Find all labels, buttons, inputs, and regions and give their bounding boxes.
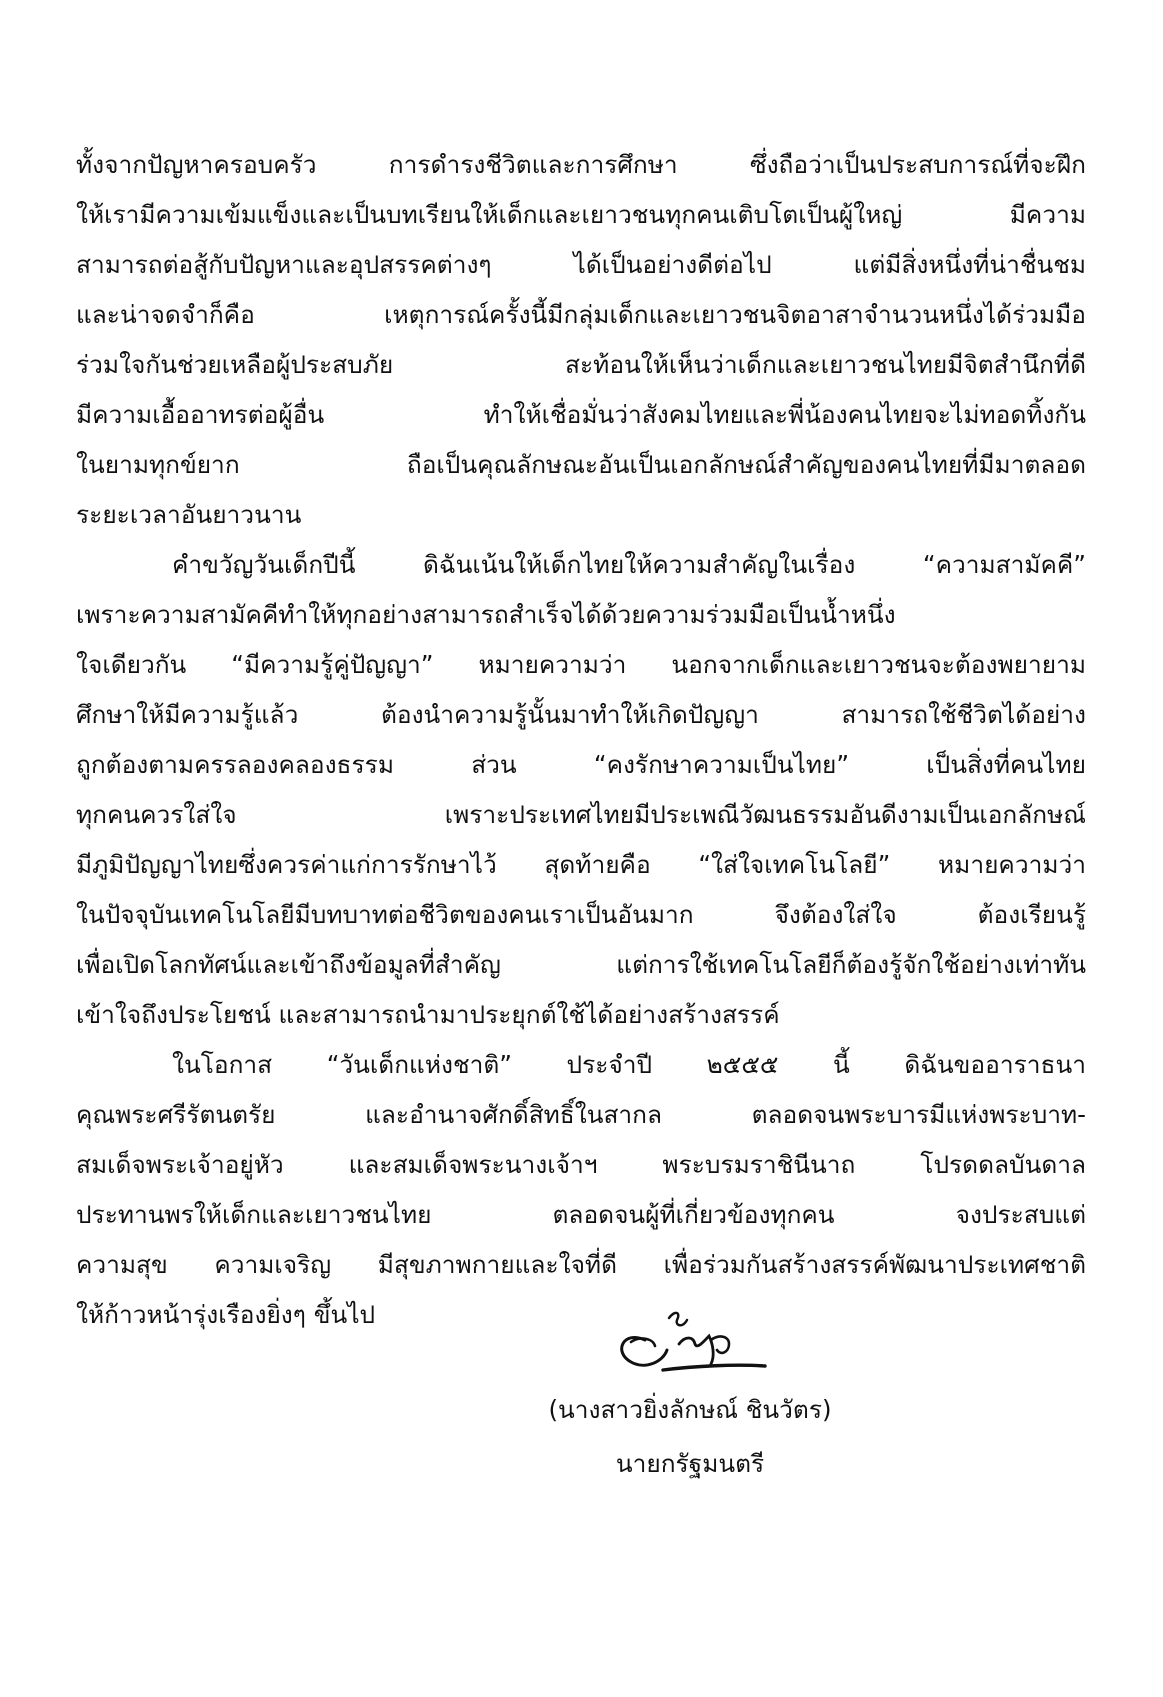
paragraph-2-line: ศึกษาให้มีความรู้แล้ว ต้องนำความรู้นั้นมาทำให้เกิดปัญญา สามารถใช้ชีวิตได้อย่าง [76,700,1086,729]
paragraph-2-line: ในปัจจุบันเทคโนโลยีมีบทบาทต่อชีวิตของคนเราเป็นอันมาก จึงต้องใส่ใจ ต้องเรียนรู้ [76,900,1086,929]
paragraph-2-line: เข้าใจถึงประโยชน์ และสามารถนำมาประยุกต์ใช้ได้อย่างสร้างสรรค์ [76,1000,780,1029]
paragraph-3-line: ความสุข ความเจริญ มีสุขภาพกายและใจที่ดี เพื่อร่วมกันสร้างสรรค์พัฒนาประเทศชาติ [76,1250,1086,1279]
paragraph-3-line: ประทานพรให้เด็กและเยาวชนไทย ตลอดจนผู้ที่เกี่ยวข้องทุกคน จงประสบแต่ [76,1200,1086,1229]
signatory-name: (นางสาวยิ่งลักษณ์ ชินวัตร) [548,1395,832,1424]
paragraph-3-line: ในโอกาส “วันเด็กแห่งชาติ” ประจำปี ๒๕๕๕ นี้ ดิฉันขออาราธนา [172,1050,1086,1079]
paragraph-1-line: ร่วมใจกันช่วยเหลือผู้ประสบภัย สะท้อนให้เห็นว่าเด็กและเยาวชนไทยมีจิตสำนึกที่ดี [76,350,1086,379]
paragraph-1-line: ระยะเวลาอันยาวนาน [76,500,302,529]
paragraph-3-line: ให้ก้าวหน้ารุ่งเรืองยิ่งๆ ขึ้นไป [76,1300,376,1329]
handwritten-signature [605,1300,770,1385]
paragraph-2-line: ใจเดียวกัน “มีความรู้คู่ปัญญา” หมายความว่า นอกจากเด็กและเยาวชนจะต้องพยายาม [76,650,1086,679]
paragraph-2-line: คำขวัญวันเด็กปีนี้ ดิฉันเน้นให้เด็กไทยให้ความสำคัญในเรื่อง “ความสามัคคี” [172,550,1086,579]
paragraph-3-line: สมเด็จพระเจ้าอยู่หัว และสมเด็จพระนางเจ้าฯ พระบรมราชินีนาถ โปรดดลบันดาล [76,1150,1086,1179]
paragraph-2-line: เพื่อเปิดโลกทัศน์และเข้าถึงข้อมูลที่สำคัญ แต่การใช้เทคโนโลยีก็ต้องรู้จักใช้อย่างเท่าทัน [76,950,1086,979]
paragraph-3-line: คุณพระศรีรัตนตรัย และอำนาจศักดิ์สิทธิ์ในสากล ตลอดจนพระบารมีแห่งพระบาท- [76,1100,1086,1129]
letter-body [76,140,1086,1340]
paragraph-2-line: ทุกคนควรใส่ใจ เพราะประเทศไทยมีประเพณีวัฒนธรรมอันดีงามเป็นเอกลักษณ์ [76,800,1086,829]
paragraph-2-line: เพราะความสามัคคีทำให้ทุกอย่างสามารถสำเร็จได้ด้วยความร่วมมือเป็นน้ำหนึ่ง [76,600,896,629]
signatory-title: นายกรัฐมนตรี [615,1449,765,1478]
paragraph-1-line: ในยามทุกข์ยาก ถือเป็นคุณลักษณะอันเป็นเอกลักษณ์สำคัญของคนไทยที่มีมาตลอด [76,450,1086,479]
paragraph-1-line: สามารถต่อสู้กับปัญหาและอุปสรรคต่างๆ ได้เป็นอย่างดีต่อไป แต่มีสิ่งหนึ่งที่น่าชื่นชม [76,250,1086,279]
paragraph-2-line: มีภูมิปัญญาไทยซึ่งควรค่าแก่การรักษาไว้ สุดท้ายคือ “ใส่ใจเทคโนโลยี” หมายความว่า [76,850,1086,879]
paragraph-2-line: ถูกต้องตามครรลองคลองธรรม ส่วน “คงรักษาความเป็นไทย” เป็นสิ่งที่คนไทย [76,750,1086,779]
paragraph-1-line: มีความเอื้ออาทรต่อผู้อื่น ทำให้เชื่อมั่นว่าสังคมไทยและพี่น้องคนไทยจะไม่ทอดทิ้งกัน [76,400,1086,429]
paragraph-1-line: ให้เรามีความเข้มแข็งและเป็นบทเรียนให้เด็กและเยาวชนทุกคนเติบโตเป็นผู้ใหญ่ มีความ [76,200,1086,229]
paragraph-1-line: และน่าจดจำก็คือ เหตุการณ์ครั้งนี้มีกลุ่มเด็กและเยาวชนจิตอาสาจำนวนหนึ่งได้ร่วมมือ [76,300,1086,329]
paragraph-1-line: ทั้งจากปัญหาครอบครัว การดำรงชีวิตและการศึกษา ซึ่งถือว่าเป็นประสบการณ์ที่จะฝึก [76,150,1086,179]
